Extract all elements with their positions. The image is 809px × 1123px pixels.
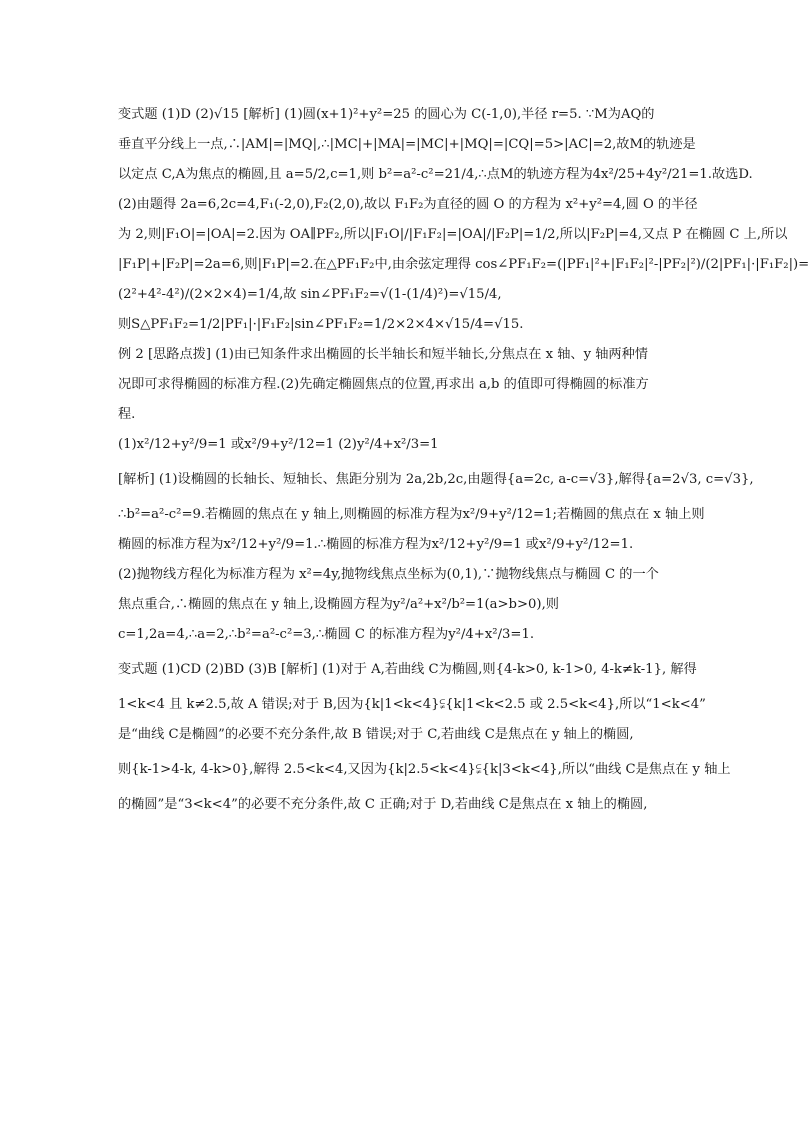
text-line: 为 2,则|F₁O|=|OA|=2.因为 OA∥PF₂,所以|F₁O|/|F₁F₂|=|OA|/|F₂P|=1/2,所以|F₂P|=4,又点 P 在椭圆 C 上,所以 [118,227,788,242]
text-line: ∴b²=a²-c²=9.若椭圆的焦点在 y 轴上,则椭圆的标准方程为x²/9+y²/12=1;若椭圆的焦点在 x 轴上则 [118,507,705,522]
text-line: 则{k-1>4-k, 4-k>0},解得 2.5<k<4,又因为{k|2.5<k<4}⫋{k|3<k<4},所以“曲线 C是焦点在 y 轴上 [118,762,731,777]
solution-text [118,100,809,820]
text-line: 以定点 C,A为焦点的椭圆,且 a=5/2,c=1,则 b²=a²-c²=21/4,∴点M的轨迹方程为4x²/25+4y²/21=1.故选D. [118,167,753,182]
text-line: 则S△PF₁F₂=1/2|PF₁|·|F₁F₂|sin∠PF₁F₂=1/2×2×4×√15/4=√15. [118,317,524,332]
text-line: 程. [118,407,136,422]
text-line: (2²+4²-4²)/(2×2×4)=1/4,故 sin∠PF₁F₂=√(1-(1/4)²)=√15/4, [118,287,502,302]
text-line: 变式题 (1)CD (2)BD (3)B [解析] (1)对于 A,若曲线 C为椭圆,则{4-k>0, k-1>0, 4-k≠k-1}, 解得 [118,662,697,677]
text-line: |F₁P|+|F₂P|=2a=6,则|F₁P|=2.在△PF₁F₂中,由余弦定理得 cos∠PF₁F₂=(|PF₁|²+|F₁F₂|²-|PF₂|²)/(2|PF₁|·|F₁F₂|)= [118,257,809,272]
text-line: [解析] (1)设椭圆的长轴长、短轴长、焦距分别为 2a,2b,2c,由题得{a=2c, a-c=√3},解得{a=2√3, c=√3}, [118,472,754,487]
text-line: 例 2 [思路点拨] (1)由已知条件求出椭圆的长半轴长和短半轴长,分焦点在 x 轴、y 轴两种情 [118,347,648,362]
text-line: 是“曲线 C是椭圆”的必要不充分条件,故 B 错误;对于 C,若曲线 C是焦点在 y 轴上的椭圆, [118,727,634,742]
text-line: c=1,2a=4,∴a=2,∴b²=a²-c²=3,∴椭圆 C 的标准方程为y²/4+x²/3=1. [118,627,535,642]
text-line: 的椭圆”是“3<k<4”的必要不充分条件,故 C 正确;对于 D,若曲线 C是焦点在 x 轴上的椭圆, [118,797,648,812]
text-line: 1<k<4 且 k≠2.5,故 A 错误;对于 B,因为{k|1<k<4}⫋{k|1<k<2.5 或 2.5<k<4},所以“1<k<4” [118,697,706,712]
text-line: 椭圆的标准方程为x²/12+y²/9=1.∴椭圆的标准方程为x²/12+y²/9=1 或x²/9+y²/12=1. [118,537,634,552]
text-line: (2)抛物线方程化为标准方程为 x²=4y,抛物线焦点坐标为(0,1),∵抛物线焦点与椭圆 C 的一个 [118,567,659,582]
text-line: (1)x²/12+y²/9=1 或x²/9+y²/12=1 (2)y²/4+x²/3=1 [118,437,439,452]
text-line: (2)由题得 2a=6,2c=4,F₁(-2,0),F₂(2,0),故以 F₁F₂为直径的圆 O 的方程为 x²+y²=4,圆 O 的半径 [118,197,698,212]
text-line: 焦点重合,∴椭圆的焦点在 y 轴上,设椭圆方程为y²/a²+x²/b²=1(a>b>0),则 [118,597,559,612]
text-line: 况即可求得椭圆的标准方程.(2)先确定椭圆焦点的位置,再求出 a,b 的值即可得椭圆的标准方 [118,377,649,392]
text-line: 垂直平分线上一点,∴|AM|=|MQ|,∴|MC|+|MA|=|MC|+|MQ|=|CQ|=5>|AC|=2,故M的轨迹是 [118,137,696,152]
text-line: 变式题 (1)D (2)√15 [解析] (1)圆(x+1)²+y²=25 的圆心为 C(-1,0),半径 r=5. ∵M为AQ的 [118,107,655,122]
